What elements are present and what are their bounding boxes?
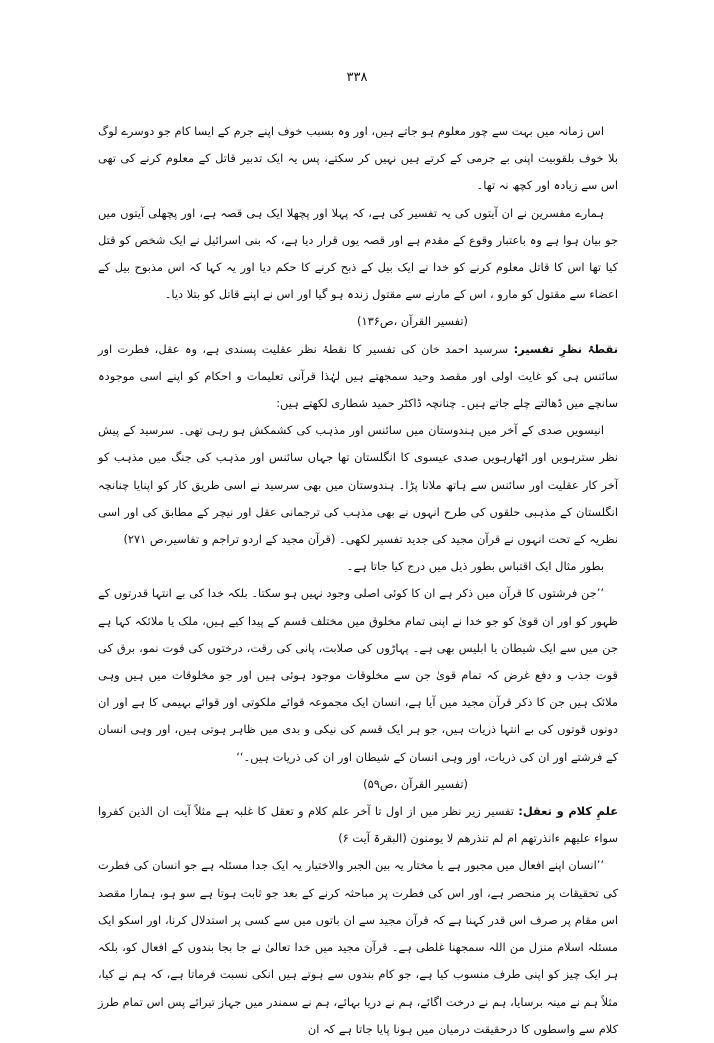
section-heading: نقطۂ نظرِ تفسیر: xyxy=(513,341,618,356)
paragraph xyxy=(98,118,618,200)
paragraph-text: ہمارے مفسرین نے ان آیتوں کی یہ تفسیر کی ہے، کہ پہلا اور پچھلا ایک ہی قصہ ہے، اور پچھلی آیتوں میں جو بیان ہوا ہے وہ باعتبار وقوع کے مقدم ہے اور قصہ یوں قرار دیا ہے، کہ بنی اسرائیل نے ایک شخص کو قتل کیا تھا اس کا قاتل معلوم کرنے کو خدا نے ایک بیل کے ذبح کرنے کا حکم دیا اور یہ کہا کہ اس مذبوح بیل کے اعضاء سے مقتول کو مارو ، اس کے مارنے سے مقتول زندہ ہو گیا اور اس نے اپنے قاتل کو بتلا دیا۔ xyxy=(98,205,618,302)
quoted-paragraph xyxy=(98,417,618,553)
reference-citation xyxy=(98,771,618,798)
paragraph xyxy=(98,336,618,418)
quoted-paragraph xyxy=(98,580,618,770)
paragraph-text: ’’انسان اپنے افعال میں مجبور ہے یا مختار یہ بین الجبر والاختیار یہ ایک جدا مسئلہ ہے جو انسان کی فطرت کی تحقیقات پر منحصر ہے، اور اس کی فطرت پر مباحثہ کرنے کے بعد جو ثابت ہوتا ہے سو ہو، ہمارا مقصد اس مقام پر صرف اس قدر کہنا ہے کہ قرآن مجید سے ان باتوں میں سے کسی پر استدلال کرنا، اور اسکو ایک مسئلہ اسلام منزل من اللہ سمجھنا غلطی ہے۔ قرآن مجید میں خدا تعالیٰ نے جا بجا بندوں کے افعال کو، بلکہ ہر ایک چیز کو اپنی طرف منسوب کیا ہے، جو کام بندوں سے ہوتے ہیں انکی نسبت فرماتا ہے، کہ ہم نے کیا، مثلاً ہم نے مینہ برسایا، ہم نے درخت اگائے، ہم نے دریا بہائے، ہم نے سمندر میں جہاز تیرائے پس اس تمام طرز کلام سے واسطوں کا درحقیقت درمیان میں ہونا پایا جاتا ہے کہ ان xyxy=(98,858,618,1036)
paragraph-text: بطور مثال ایک اقتباس بطور ذیل میں درج کیا جاتا ہے۔ xyxy=(346,559,604,574)
citation-text: (تفسیر القرآن ،ص۱۳۶) xyxy=(357,314,468,329)
reference-citation xyxy=(98,308,618,335)
paragraph xyxy=(98,798,618,852)
citation-text: (تفسیر القرآن ،ص۵۹) xyxy=(363,776,468,791)
paragraph xyxy=(98,553,618,580)
page-body xyxy=(98,118,618,1043)
paragraph-text: اس زمانہ میں بہت سے چور معلوم ہو جاتے ہیں، اور وہ بسبب خوف اپنے جرم کے ایسا کام جو دوسرے لوگ بلا خوف بلقوبیت اپنی بے جرمی کے کرتے ہیں نہیں کر سکتے، پس یہ ایک تدبیر قاتل کے معلوم کرنے کی تھی اس سے زیادہ اور کچھ نہ تھا۔ xyxy=(98,124,618,193)
section-heading: علمِ کلام و تعقل: xyxy=(518,804,618,819)
paragraph xyxy=(98,200,618,309)
paragraph-text: تفسیر زیر نظر میں از اول تا آخر علم کلام و تعقل کا غلبہ ہے مثلاً آیت ان الذین کفروا سواء علیھم ءانذرتھم ام لم تنذرھم لا یومنون (البقرۃ آیت ۶) xyxy=(98,804,618,846)
paragraph-text: ’’جن فرشتوں کا قرآن میں ذکر ہے ان کا کوئی اصلی وجود نہیں ہو سکتا۔ بلکہ خدا کی بے انتہا قدرتوں کے ظہور کو اور ان قویٰ کو جو خدا نے اپنی تمام مخلوق میں مختلف قسم کے پیدا کیے ہیں، ملک یا ملائکہ کہا ہے جن میں سے ایک شیطان یا ابلیس بھی ہے۔ پہاڑوں کی صلابت، پانی کی رقت، درختوں کی قوت نمو، برق کی قوت جذب و دفع غرض کہ تمام قویٰ جن سے مخلوقات موجود ہوئی ہیں اور جو مخلوقات میں ہیں وہی ملائک ہیں جن کا ذکر قرآن مجید میں آیا ہے، انسان ایک مجموعہ قوائے ملکوتی اور قوائے بہیمی کا ہے اور ان دونوں قوتوں کی بے انتہا ذریات ہیں، جو ہر ایک قسم کی نیکی و بدی میں ظاہر ہوتی ہیں، اور وہی انسان کے فرشتے اور ان کی ذریات، اور وہی انسان کے شیطان اور ان کی ذریات ہیں۔‘‘ xyxy=(98,586,618,764)
paragraph-text: سرسید احمد خان کی تفسیر کا نقطۂ نظر عقلیت پسندی ہے، وہ عقل، فطرت اور سائنس ہی کو غایت اولی اور مقصد وحید سمجھتے ہیں لہٰذا قرآنی تعلیمات و احکام کو اپنے اسی موجودہ سانچے میں ڈھالتے چلے جاتے ہیں۔ چنانچہ ڈاکٹر حمید شطاری لکھتے ہیں: xyxy=(98,341,618,411)
page-number: ۳۳۸ xyxy=(346,70,368,85)
paragraph-text: انیسویں صدی کے آخر میں ہندوستان میں سائنس اور مذہب کی کشمکش ہو رہی تھی۔ سرسید کے پیش نظر سترہویں اور اٹھارہویں صدی عیسوی کا انگلستان تھا جہاں سائنس اور مذہب کی جنگ میں مذہب کو آخر کار عقلیت اور سائنس سے ہاتھ ملانا پڑا۔ ہندوستان میں بھی سرسید نے اسی طریق کار کو اپنایا چنانچہ انگلستان کے مذہبی حلقوں کی طرح انہوں نے بھی مذہب کی ترجمانی عقل اور نیچر کے مطابق کی اور اسی نظریہ کے تحت انہوں نے قرآن مجید کی جدید تفسیر لکھی۔ (قرآن مجید کے اردو تراجم و تفاسیر،ص ۲۷۱) xyxy=(98,423,618,547)
quoted-paragraph xyxy=(98,852,618,1042)
